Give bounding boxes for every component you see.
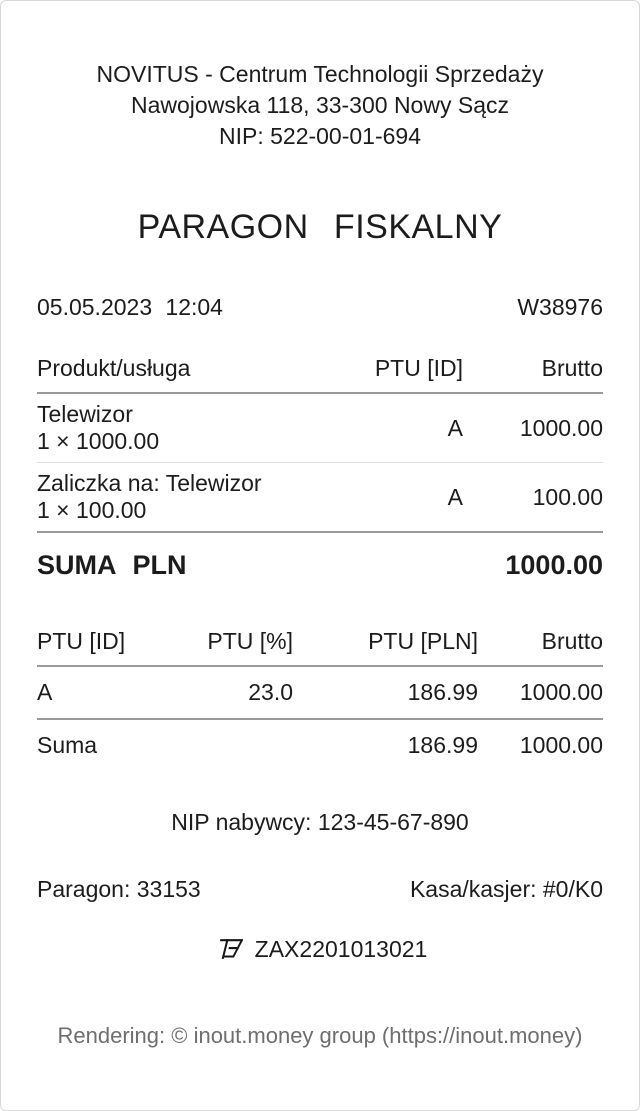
receipt-title: PARAGON FISKALNY [137, 208, 503, 247]
tax-summary-row [37, 720, 603, 771]
items-header-brutto: Brutto [541, 355, 603, 382]
tax-brutto: 1000.00 [519, 679, 603, 706]
tax-id: A [37, 679, 53, 706]
item-name: Zaliczka na: Telewizor [37, 470, 262, 497]
total-label: SUMA PLN [37, 550, 187, 581]
item-qty-price: 1 × 100.00 [37, 497, 147, 524]
items-header-ptu: PTU [ID] [374, 355, 463, 382]
merchant-name: NOVITUS - Centrum Technologii Sprzedaży [96, 61, 544, 87]
item-row [37, 394, 603, 463]
rendering-credit: Rendering: © inout.money group (https://inout.money) [57, 1023, 583, 1049]
total-amount: 1000.00 [505, 550, 603, 581]
tax-header-pct: PTU [%] [207, 628, 293, 655]
tax-header-pln: PTU [PLN] [368, 628, 478, 655]
receipt-datetime: 05.05.2023 12:04 [37, 294, 223, 321]
item-brutto: 1000.00 [519, 414, 603, 441]
tax-table-header [37, 628, 603, 667]
receipt-doc-number: W38976 [517, 294, 603, 321]
fiscal-logo-icon [213, 936, 243, 962]
item-name: Telewizor [37, 401, 133, 428]
buyer-nip: NIP nabywcy: 123-45-67-890 [171, 809, 469, 836]
items-table [37, 355, 603, 533]
tax-header-id: PTU [ID] [37, 628, 126, 655]
fiscal-id-row [37, 935, 603, 963]
tax-summary-label: Suma [37, 732, 98, 759]
register-cashier: Kasa/kasjer: #0/K0 [409, 876, 603, 903]
total-row [37, 549, 603, 582]
tax-table [37, 628, 603, 771]
items-header-product: Produkt/usługa [37, 355, 191, 382]
bottom-row [37, 876, 603, 903]
item-qty-price: 1 × 1000.00 [37, 428, 160, 455]
receipt-number: Paragon: 33153 [37, 876, 201, 903]
item-row [37, 463, 603, 533]
tax-pln: 186.99 [407, 679, 478, 706]
merchant-address: Nawojowska 118, 33-300 Nowy Sącz [131, 91, 509, 118]
items-table-header [37, 355, 603, 394]
tax-summary-pln: 186.99 [407, 732, 478, 759]
item-brutto: 100.00 [532, 483, 603, 510]
merchant-info [37, 59, 603, 151]
tax-row [37, 667, 603, 720]
tax-pct: 23.0 [248, 679, 293, 706]
item-ptu: A [447, 414, 463, 441]
item-ptu: A [447, 483, 463, 510]
meta-row [37, 294, 603, 321]
fiscal-id: ZAX2201013021 [254, 936, 428, 963]
merchant-nip: NIP: 522-00-01-694 [218, 122, 421, 149]
tax-header-brutto: Brutto [541, 628, 603, 655]
tax-summary-brutto: 1000.00 [519, 732, 603, 759]
